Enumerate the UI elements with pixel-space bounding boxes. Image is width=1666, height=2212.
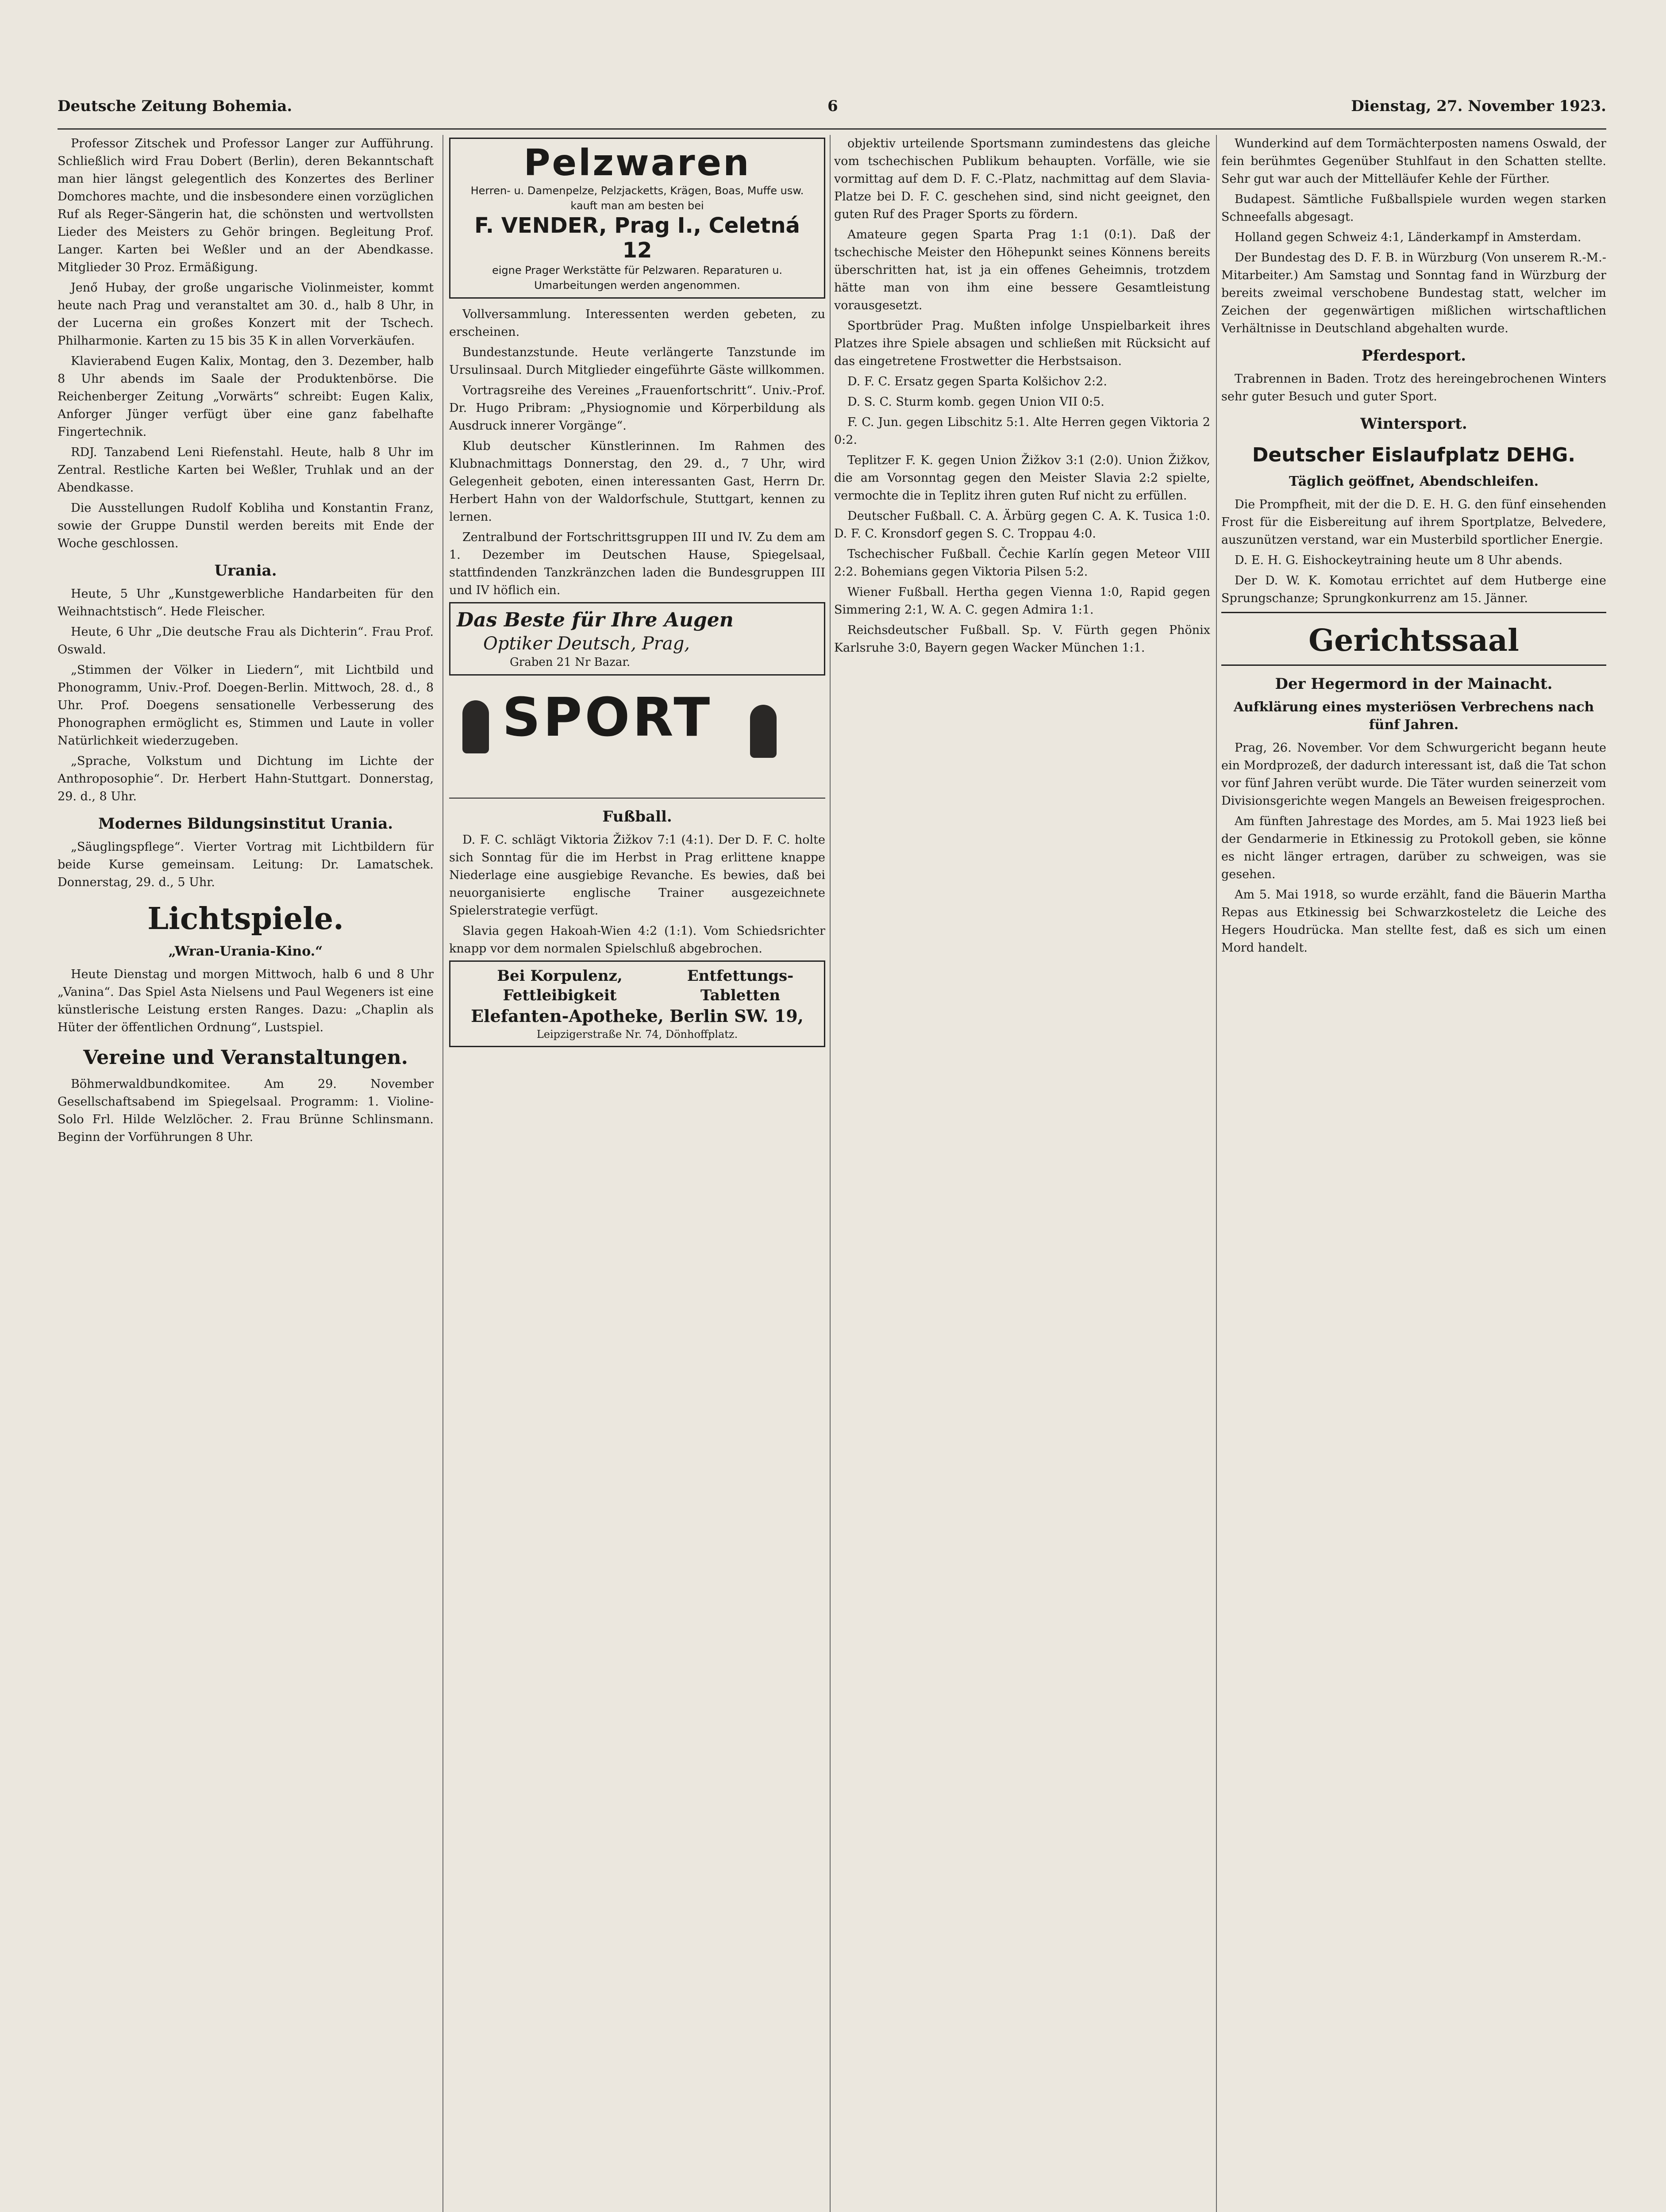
article-text: Vortragsreihe des Vereines „Frauenfortschritt“. Univ.-Prof. Dr. Hugo Pribram: „Physiognomie und Körperbildung als Ausdruck innerer Vorgänge“.: [449, 384, 825, 433]
advertisement-optiker: [449, 602, 825, 676]
section-heading: Gerichtssaal: [1308, 623, 1519, 658]
article-text: Budapest. Sämtliche Fußballspiele wurden wegen starken Schneefalls abgesagt.: [1221, 192, 1606, 224]
article-text: Der Bundestag des D. F. B. in Würzburg (Von unserem R.-M.-Mitarbeiter.) Am Samstag und Sonntag fand in Würzburg der bereits zweimal verschobene Bundestag statt, welcher im Zeichen der gegenwärtigen mißlichen wirtschaftlichen Verhältnisse in Deutschland abgehalten wurde.: [1221, 251, 1606, 335]
article-text: Amateure gegen Sparta Prag 1:1 (0:1). Daß der tschechische Meister den Höhepunkt seines Könnens bereits überschritten hat, ist ja ein offenes Geheimnis, trotzdem hätte man von ihm eine bessere Gesamtleistung vorausgesetzt.: [834, 228, 1210, 312]
advertisement-apotheke: [449, 960, 825, 1047]
masthead: [58, 93, 1606, 128]
article-text: Reichsdeutscher Fußball. Sp. V. Fürth gegen Phönix Karlsruhe 3:0, Bayern gegen Wacker München 1:1.: [834, 623, 1210, 655]
article-text: Heute Dienstag und morgen Mittwoch, halb 6 und 8 Uhr „Vanina“. Das Spiel Asta Nielsens und Paul Wegeners ist eine künstlerische Leistung ersten Ranges. Dazu: „Chaplin als Hüter der öffentlichen Ordnung“, Lustspiel.: [58, 968, 434, 1034]
column-3: [834, 135, 1210, 2212]
article-text: Trabrennen in Baden. Trotz des hereingebrochenen Winters sehr guter Besuch und guter Sport.: [1221, 372, 1606, 403]
section-heading: Urania.: [214, 562, 277, 580]
article-text: Bundestanzstunde. Heute verlängerte Tanzstunde im Ursulinsaal. Durch Mitglieder eingeführte Gäste willkommen.: [449, 346, 825, 377]
column-divider: [1216, 135, 1217, 2212]
article-text: Jenő Hubay, der große ungarische Violinmeister, kommt heute nach Prag und veranstaltet am 30. d., halb 8 Uhr, in der Lucerna ein großes Konzert mit der Tschech. Philharmonie. Karten zu 15 bis 35 K in allen Vorverkäufen.: [58, 281, 434, 348]
article-text: Am fünften Jahrestage des Mordes, am 5. Mai 1923 ließ bei der Gendarmerie in Etkinessig zu Protokoll geben, sie könne es nicht länger ertragen, darüber zu schweigen, was sie gesehen.: [1221, 814, 1606, 881]
article-text: Der D. W. K. Komotau errichtet auf dem Hutberge eine Sprungschanze; Sprungkonkurrenz am 15. Jänner.: [1221, 574, 1606, 605]
article-text: Holland gegen Schweiz 4:1, Länderkampf in Amsterdam.: [1235, 230, 1581, 244]
athlete-figure: [750, 705, 777, 758]
article-text: Zentralbund der Fortschrittsgruppen III und IV. Zu dem am 1. Dezember im Deutschen Hause, Spiegelsaal, stattfindenden Tanzkränzchen laden die Bundesgruppen III und IV höflich ein.: [449, 530, 825, 597]
article-text: D. F. C. Ersatz gegen Sparta Kolšichov 2:2.: [847, 375, 1107, 388]
article-text: Wiener Fußball. Hertha gegen Vienna 1:0, Rapid gegen Simmering 2:1, W. A. C. gegen Admira 1:1.: [834, 585, 1210, 617]
section-heading: Lichtspiele.: [147, 901, 344, 937]
section-heading: Wintersport.: [1360, 415, 1467, 433]
paper-title: Deutsche Zeitung Bohemia.: [58, 97, 292, 115]
article-text: „Stimmen der Völker in Liedern“, mit Lichtbild und Phonogramm, Univ.-Prof. Doegen-Berlin. Mittwoch, 28. d., 8 Uhr. Prof. Doegens sensationelle Verbesserung des Phonographen ermöglicht es, Stimmen und Laute in voller Natürlichkeit wiederzugeben.: [58, 663, 434, 748]
sport-banner: [449, 683, 825, 799]
ad-firm: Elefanten-Apotheke, Berlin SW. 19,: [471, 1006, 804, 1026]
ad-text: Herren- u. Damenpelze, Pelzjacketts, Krägen, Boas, Muffe usw. kauft man am besten bei: [470, 184, 804, 212]
article-text: Böhmerwaldbundkomitee. Am 29. November Gesellschaftsabend im Spiegelsaal. Programm: 1. Violine-Solo Frl. Hilde Welzlöcher. 2. Frau Brünne Schlinsmann. Beginn der Vorführungen 8 Uhr.: [58, 1077, 434, 1144]
ad-address: Graben 21 Nr Bazar.: [510, 656, 631, 669]
article-text: Sportbrüder Prag. Mußten infolge Unspielbarkeit ihres Platzes ihre Spiele absagen und schließen mit Rücksicht auf das eingetretene Frostwetter die Herbstsaison.: [834, 319, 1210, 368]
article-text: Tschechischer Fußball. Čechie Karlín gegen Meteor VIII 2:2. Bohemians gegen Viktoria Pilsen 5:2.: [834, 547, 1210, 579]
athlete-figure: [462, 700, 489, 753]
section-rule: [1221, 612, 1606, 613]
article-text: Wunderkind auf dem Tormächterposten namens Oswald, der fein berühmtes Gegenüber Stuhlfaut in den Schatten stellte. Sehr gut war auch der Mittelläufer Kehle der Fürther.: [1221, 137, 1606, 186]
advertisement-pelzwaren: [449, 138, 825, 299]
ad-title: Das Beste für Ihre Augen: [457, 609, 734, 631]
masthead-rule: [58, 128, 1606, 130]
sport-banner-title: SPORT: [502, 687, 713, 749]
article-text: Deutscher Fußball. C. A. Ärbürg gegen C. A. K. Tusica 1:0. D. F. C. Kronsdorf gegen S. C. Troppau 4:0.: [834, 509, 1210, 541]
article-text: Slavia gegen Hakoah-Wien 4:2 (1:1). Vom Schiedsrichter knapp vor dem normalen Spielschluß abgebrochen.: [449, 924, 825, 956]
article-text: Heute, 5 Uhr „Kunstgewerbliche Handarbeiten für den Weihnachtstisch“. Hede Fleischer.: [58, 587, 434, 618]
page-number: 6: [827, 97, 838, 115]
section-subheading: „Wran-Urania-Kino.“: [168, 944, 323, 959]
section-rule: [1221, 664, 1606, 666]
article-text: „Sprache, Volkstum und Dichtung im Lichte der Anthroposophie“. Dr. Herbert Hahn-Stuttgart. Donnerstag, 29. d., 8 Uhr.: [58, 754, 434, 803]
article-text: RDJ. Tanzabend Leni Riefenstahl. Heute, halb 8 Uhr im Zentral. Restliche Karten bei Weßler, Truhlak und an der Abendkasse.: [58, 445, 434, 495]
ad-headline-row: [457, 966, 818, 1005]
article-text: Teplitzer F. K. gegen Union Žižkov 3:1 (2:0). Union Žižkov, die am Vorsonntag gegen den Meister Slavia 2:2 spielte, vermochte die in Teplitz ihren guten Ruf nicht zu erfüllen.: [834, 453, 1210, 503]
article-text: F. C. Jun. gegen Libschitz 5:1. Alte Herren gegen Viktoria 2 0:2.: [834, 415, 1210, 447]
ad-title: Pelzwaren: [523, 142, 751, 184]
column-2: [449, 135, 825, 2212]
section-heading: Pferdesport.: [1361, 347, 1466, 365]
ad-note: eigne Prager Werkstätte für Pelzwaren. Reparaturen u. Umarbeitungen werden angenommen.: [492, 264, 783, 292]
section-heading: Deutscher Eislaufplatz DEHG.: [1252, 444, 1576, 466]
issue-date: Dienstag, 27. November 1923.: [1351, 97, 1606, 115]
article-text: Die Prompfheit, mit der die D. E. H. G. den fünf einsehenden Frost für die Eisbereitung auf ihrem Sportplatze, Belvedere, auszunützen verstand, war ein Musterbild sportlicher Energie.: [1221, 498, 1606, 547]
ad-firm: F. VENDER, Prag I., Celetná 12: [474, 213, 800, 263]
article-text: „Säuglingspflege“. Vierter Vortrag mit Lichtbildern für beide Kurse gemeinsam. Leitung: Dr. Lamatschek. Donnerstag, 29. d., 5 Uhr.: [58, 840, 434, 889]
article-text: D. E. H. G. Eishockeytraining heute um 8 Uhr abends.: [1235, 553, 1563, 567]
article-text: Vollversammlung. Interessenten werden gebeten, zu erscheinen.: [449, 307, 825, 339]
column-4: [1221, 135, 1606, 2212]
ad-address: Leipzigerstraße Nr. 74, Dönhoffplatz.: [536, 1028, 738, 1041]
section-heading: Modernes Bildungsinstitut Urania.: [98, 815, 393, 833]
section-heading: Vereine und Veranstaltungen.: [83, 1046, 408, 1069]
article-text: Die Ausstellungen Rudolf Kobliha und Konstantin Franz, sowie der Gruppe Dunstil werden bereits mit Ende der Woche geschlossen.: [58, 501, 434, 550]
column-divider: [830, 135, 831, 2212]
column-divider: [442, 135, 443, 2212]
column-1: [58, 135, 434, 2212]
article-text: Klavierabend Eugen Kalix, Montag, den 3. Dezember, halb 8 Uhr abends im Saale der Produktenbörse. Die Reichenberger Zeitung „Vorwärts“ schreibt: Eugen Kalix, Anforger Jünger verfügt über eine ganz fabelhafte Fingertechnik.: [58, 354, 434, 439]
article-text: Klub deutscher Künstlerinnen. Im Rahmen des Klubnachmittags Donnerstag, den 29. d., 7 Uhr, wird Gelegenheit geboten, einen interessanten Gast, Herrn Dr. Herbert Hahn von der Waldorfschule, Stuttgart, kennen zu lernen.: [449, 439, 825, 524]
section-subheading: Täglich geöffnet, Abendschleifen.: [1289, 474, 1539, 489]
article-text: D. F. C. schlägt Viktoria Žižkov 7:1 (4:1). Der D. F. C. holte sich Sonntag für die im Herbst in Prag erlittene knappe Niederlage eine ausgiebige Revanche. Es bewies, daß bei neuorganisierte englische Trainer ausgezeichnete Spielerstrategie verfügt.: [449, 833, 825, 918]
ad-right-text: Entfettungs-Tabletten: [687, 967, 794, 1004]
ad-left-text: Bei Korpulenz, Fettleibigkeit: [497, 967, 623, 1004]
article-subheadline: Aufklärung eines mysteriösen Verbrechens nach fünf Jahren.: [1233, 699, 1594, 733]
article-headline: Der Hegermord in der Mainacht.: [1275, 675, 1553, 693]
article-text: objektiv urteilende Sportsmann zumindestens das gleiche vom tschechischen Publikum behaupten. Vorfälle, wie sie vormittag auf dem D. F. C.-Platz, nachmittag auf dem Slavia-Platze bei D. F. C. geschehen sind, sind nicht geeignet, den guten Ruf des Prager Sports zu fördern.: [834, 137, 1210, 221]
article-text: Professor Zitschek und Professor Langer zur Aufführung. Schließlich wird Frau Dobert (Berlin), deren Bekanntschaft man hier längst gelegentlich des Konzertes des Berliner Domchores machte, und die insbesondere einen vorzüglichen Ruf als Reger-Sängerin hat, die schönsten und wertvollsten Lieder des Meisters zu Gehör bringen. Begleitung Prof. Langer. Karten bei Weßler und an der Abendkasse. Mitglieder 30 Proz. Ermäßigung.: [58, 137, 434, 274]
section-heading: Fußball.: [602, 808, 672, 826]
article-text: D. S. C. Sturm komb. gegen Union VII 0:5.: [847, 395, 1104, 409]
article-text: Prag, 26. November. Vor dem Schwurgericht begann heute ein Mordprozeß, der dadurch interessant ist, daß die Tat schon vor fünf Jahren verübt wurde. Die Täter wurden seinerzeit vom Divisionsgerichte wegen Mangels an Beweisen freigesprochen.: [1221, 741, 1606, 808]
ad-firm: Optiker Deutsch, Prag,: [483, 634, 690, 654]
article-text: Am 5. Mai 1918, so wurde erzählt, fand die Bäuerin Martha Repas aus Etkinessig bei Schwarzkosteletz die Leiche des Hegers Houdrücka. Man stellte fest, daß es sich um einen Mord handelt.: [1221, 888, 1606, 955]
article-text: Heute, 6 Uhr „Die deutsche Frau als Dichterin“. Frau Prof. Oswald.: [58, 625, 434, 657]
